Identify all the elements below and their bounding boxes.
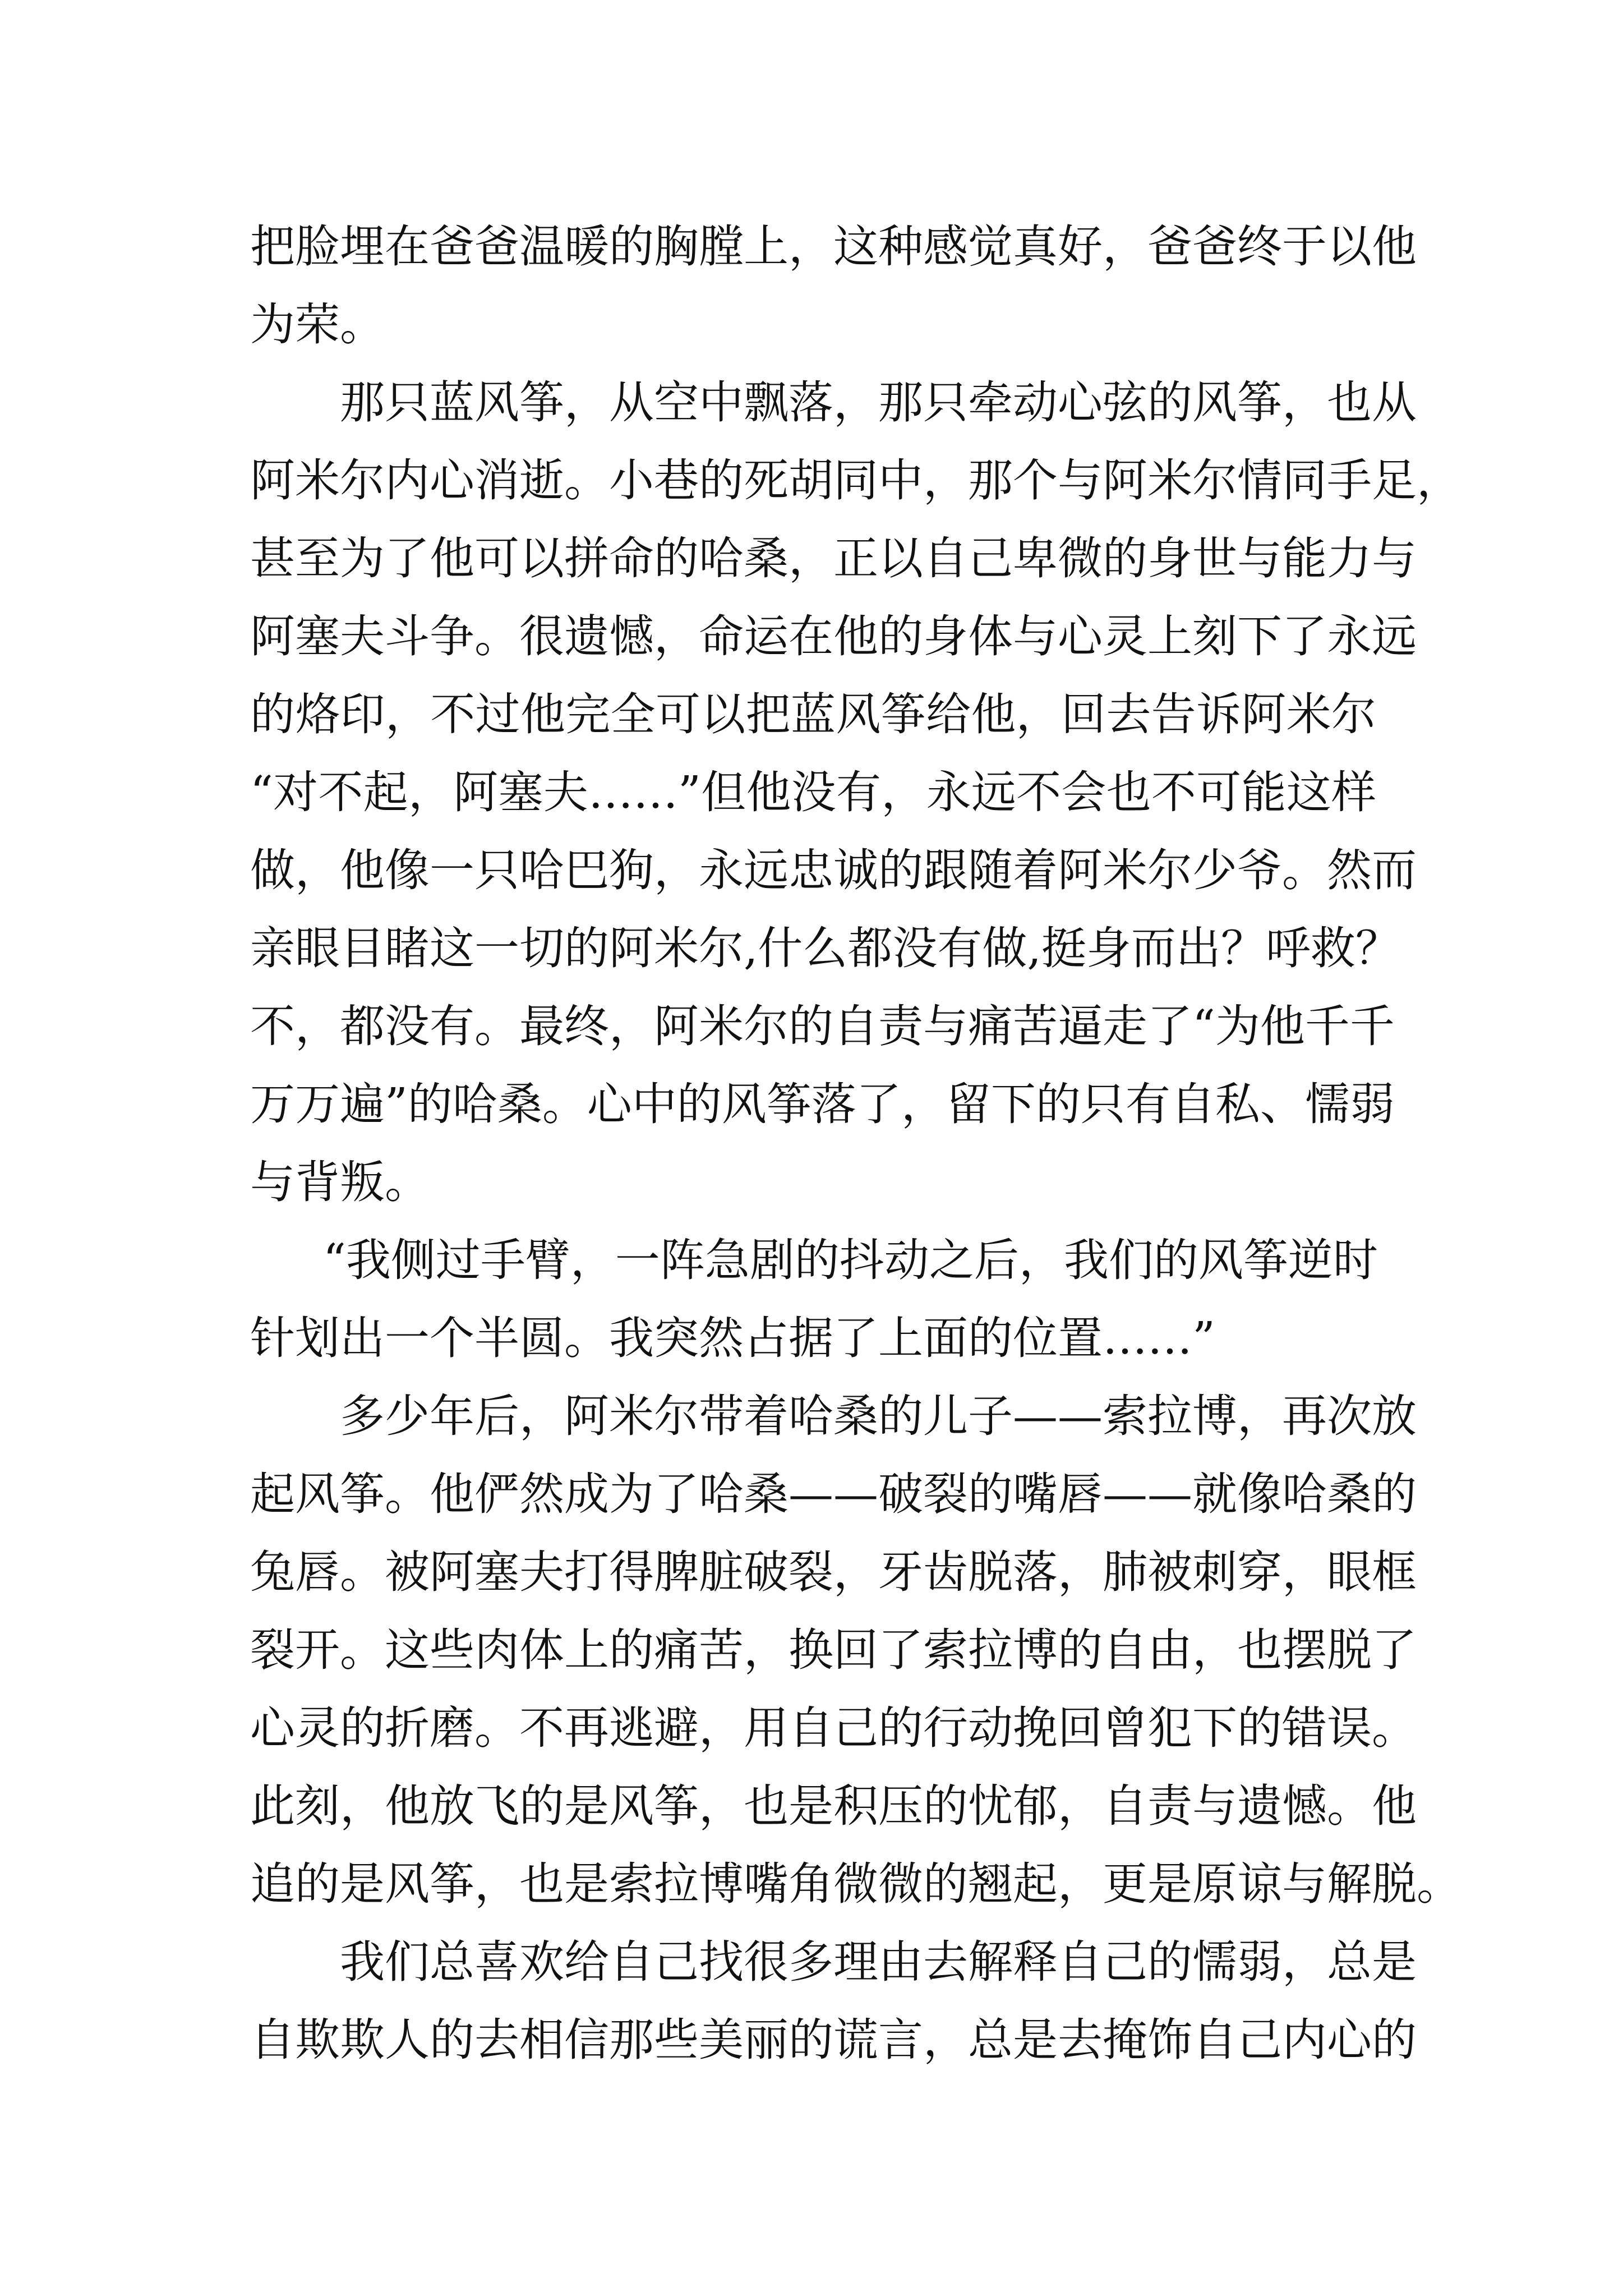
text-line: 甚至为了他可以拼命的哈桑，正以自己卑微的身世与能力与 — [250, 532, 1417, 585]
paragraph-start-line: 多少年后，阿米尔带着哈桑的儿子——索拉博，再次放 — [340, 1390, 1417, 1442]
text-line: 针划出一个半圆。我突然占据了上面的位置……” — [250, 1312, 1215, 1364]
body-text — [250, 208, 1461, 2079]
text-line: “对不起，阿塞夫……”但他没有，永远不会也不可能这样 — [250, 766, 1376, 818]
text-line: 裂开。这些肉体上的痛苦，换回了索拉博的自由，也摆脱了 — [250, 1624, 1417, 1676]
text-line: 做，他像一只哈巴狗，永远忠诚的跟随着阿米尔少爷。然而 — [250, 844, 1417, 896]
text-line: 的烙印，不过他完全可以把蓝风筝给他，回去告诉阿米尔 — [250, 688, 1376, 740]
text-line: 阿塞夫斗争。很遗憾，命运在他的身体与心灵上刻下了永远 — [250, 610, 1417, 662]
text-line: 万万遍”的哈桑。心中的风筝落了，留下的只有自私、懦弱 — [250, 1078, 1395, 1130]
text-line: 兔唇。被阿塞夫打得脾脏破裂，牙齿脱落，肺被刺穿，眼框 — [250, 1546, 1417, 1598]
paragraph-start-line: 我们总喜欢给自己找很多理由去解释自己的懦弱，总是 — [340, 1936, 1417, 1988]
text-line: 不，都没有。最终，阿米尔的自责与痛苦逼走了“为他千千 — [250, 1000, 1395, 1052]
text-line: 自欺欺人的去相信那些美丽的谎言，总是去掩饰自己内心的 — [250, 2014, 1417, 2066]
text-line: 追的是风筝，也是索拉博嘴角微微的翘起，更是原谅与解脱。 — [250, 1858, 1461, 1910]
text-line: 与背叛。 — [250, 1156, 430, 1208]
text-line: 此刻，他放飞的是风筝，也是积压的忧郁，自责与遗憾。他 — [250, 1780, 1417, 1832]
text-line: 阿米尔内心消逝。小巷的死胡同中，那个与阿米尔情同手足， — [250, 454, 1461, 507]
paragraph-start-line: 那只蓝风筝，从空中飘落，那只牵动心弦的风筝，也从 — [340, 376, 1417, 429]
text-line: 心灵的折磨。不再逃避，用自己的行动挽回曾犯下的错误。 — [250, 1702, 1417, 1754]
text-line: 把脸埋在爸爸温暖的胸膛上，这种感觉真好，爸爸终于以他 — [250, 220, 1417, 273]
text-line: 亲眼目睹这一切的阿米尔,什么都没有做,挺身而出？呼救？ — [250, 922, 1400, 974]
quote-start-line: “我侧过手臂，一阵急剧的抖动之后，我们的风筝逆时 — [323, 1234, 1378, 1286]
text-line: 为荣。 — [250, 298, 385, 351]
text-line: 起风筝。他俨然成为了哈桑——破裂的嘴唇——就像哈桑的 — [250, 1468, 1417, 1520]
